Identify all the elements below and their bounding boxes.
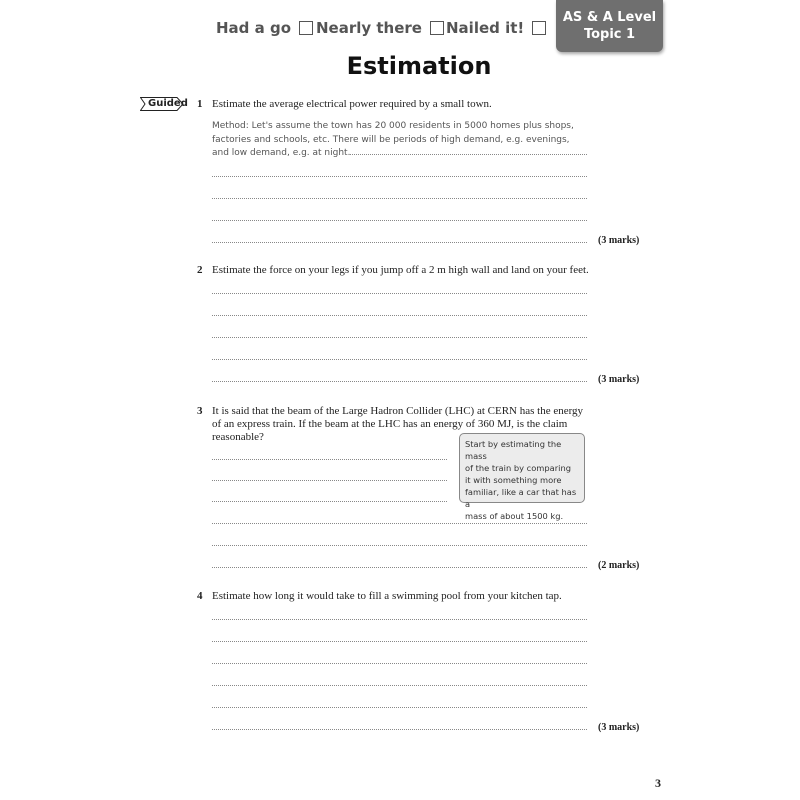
- progress-had-a-go[interactable]: [216, 17, 313, 39]
- checkbox[interactable]: [532, 21, 546, 35]
- answer-line[interactable]: [212, 315, 587, 316]
- question-number: 1: [197, 98, 203, 110]
- answer-line[interactable]: [212, 641, 587, 642]
- answer-line[interactable]: [212, 337, 587, 338]
- question-number: 4: [197, 590, 203, 602]
- checkbox[interactable]: [299, 21, 313, 35]
- method-line: Method: Let's assume the town has 20 000 residents in 5000 homes plus shops,: [212, 121, 574, 131]
- question-number: 3: [197, 405, 203, 417]
- progress-nearly-there[interactable]: [316, 17, 444, 39]
- hint-line: of the train by comparing: [465, 463, 571, 473]
- hint-box: [459, 433, 585, 521]
- page-title: Estimation: [346, 52, 492, 80]
- hint-line: familiar, like a car that has a: [465, 487, 577, 509]
- answer-line[interactable]: [212, 501, 447, 502]
- progress-label: Had a go: [216, 19, 292, 37]
- method-line: factories and schools, etc. There will be periods of high demand, e.g. evenings,: [212, 134, 570, 145]
- answer-line[interactable]: [212, 707, 587, 708]
- guided-tag: [140, 97, 188, 111]
- question-line: of an express train. If the beam at the LHC has an energy of 360 MJ, is the claim: [212, 418, 568, 430]
- topic-tab: [556, 0, 663, 52]
- method-line: and low demand, e.g. at night.: [212, 148, 351, 158]
- answer-line[interactable]: [212, 359, 587, 360]
- answer-line[interactable]: [212, 545, 587, 546]
- answer-line[interactable]: [212, 729, 587, 730]
- question-line: It is said that the beam of the Large Hadron Collider (LHC) at CERN has the energy: [212, 405, 584, 417]
- answer-line[interactable]: [212, 242, 587, 243]
- question-number: 2: [197, 264, 203, 276]
- answer-line[interactable]: [212, 381, 587, 382]
- answer-line[interactable]: [350, 154, 587, 155]
- answer-line[interactable]: [212, 176, 587, 177]
- marks-label: (3 marks): [598, 722, 640, 733]
- question-text: Estimate how long it would take to fill a swimming pool from your kitchen tap.: [212, 590, 562, 602]
- marks-label: (3 marks): [598, 374, 640, 385]
- page-number: 3: [655, 776, 661, 790]
- answer-line[interactable]: [212, 220, 587, 221]
- answer-line[interactable]: [212, 619, 587, 620]
- hint-line: mass of about 1500 kg.: [465, 511, 564, 521]
- answer-line[interactable]: [212, 685, 587, 686]
- hint-line: Start by estimating the mass: [465, 439, 562, 461]
- tab-topic: Topic 1: [583, 27, 636, 42]
- tab-level: AS & A Level: [562, 10, 657, 25]
- marks-label: (2 marks): [598, 560, 640, 571]
- checkbox[interactable]: [430, 21, 444, 35]
- answer-line[interactable]: [212, 663, 587, 664]
- answer-line[interactable]: [212, 523, 587, 524]
- answer-line[interactable]: [212, 459, 447, 460]
- guided-label: Guided: [148, 98, 188, 109]
- progress-nailed-it[interactable]: [446, 17, 546, 39]
- answer-line[interactable]: [212, 480, 447, 481]
- answer-line[interactable]: [212, 293, 587, 294]
- answer-line[interactable]: [212, 567, 587, 568]
- answer-line[interactable]: [212, 198, 587, 199]
- hint-line: it with something more: [465, 475, 562, 485]
- question-line: reasonable?: [212, 431, 264, 443]
- marks-label: (3 marks): [598, 235, 640, 246]
- progress-label: Nearly there: [316, 19, 422, 37]
- progress-label: Nailed it!: [446, 19, 525, 37]
- question-text: Estimate the force on your legs if you jump off a 2 m high wall and land on your feet.: [212, 264, 589, 276]
- question-text: Estimate the average electrical power required by a small town.: [212, 98, 492, 110]
